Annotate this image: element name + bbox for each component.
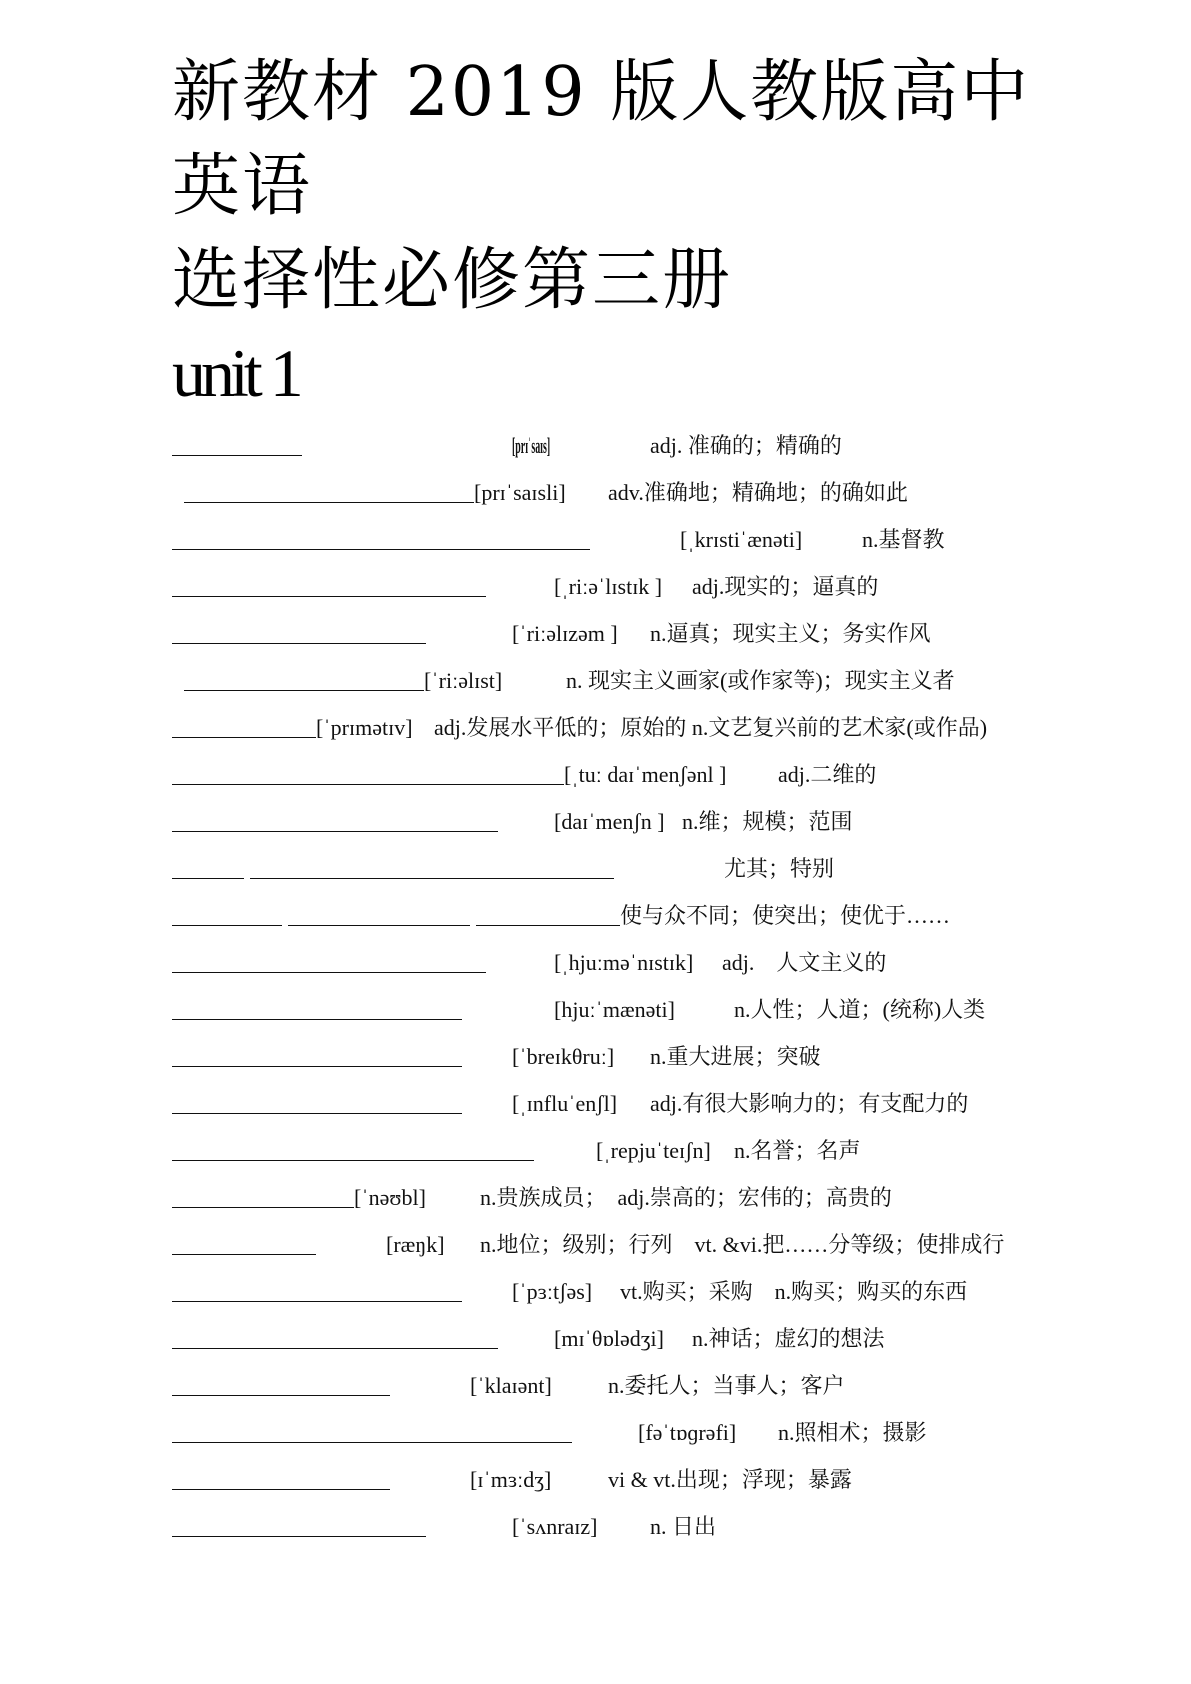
answer-blank[interactable] (172, 737, 316, 738)
answer-blank[interactable] (172, 1301, 462, 1302)
answer-blank[interactable] (172, 596, 486, 597)
phonetic: [ˌtuː daɪˈmenʃənl ] (564, 762, 727, 787)
vocab-row (0, 473, 1191, 513)
answer-blank[interactable] (172, 972, 486, 973)
answer-blank[interactable] (172, 1348, 498, 1349)
phonetic: [ɪˈmɜːdʒ] (470, 1467, 552, 1492)
meaning: n.贵族成员； adj.崇高的；宏伟的；高贵的 (480, 1185, 892, 1210)
answer-blank[interactable] (172, 1019, 462, 1020)
meaning: adv.准确地；精确地；的确如此 (608, 480, 908, 505)
answer-blank[interactable] (172, 1442, 572, 1443)
meaning: n.基督教 (862, 527, 945, 552)
meaning: 使与众不同；使突出；使优于…… (620, 903, 951, 928)
phonetic: [ˌɪnfluˈenʃl] (512, 1091, 618, 1116)
vocab-row (0, 567, 1191, 607)
answer-blank[interactable] (172, 1113, 462, 1114)
meaning: adj. 准确的；精确的 (650, 433, 842, 458)
phonetic: [ræŋk] (386, 1232, 445, 1257)
vocab-row (0, 802, 1191, 842)
meaning: vt.购买；采购 n.购买；购买的东西 (620, 1279, 968, 1304)
phonetic: [ˌriːəˈlɪstɪk ] (554, 574, 663, 599)
answer-blank[interactable] (172, 1207, 354, 1208)
phonetic: [ˈriːəlɪst] (424, 668, 503, 693)
answer-blank[interactable] (172, 1395, 390, 1396)
meaning: n.名誉；名声 (734, 1138, 861, 1163)
meaning: n.委托人；当事人；客户 (608, 1373, 845, 1398)
vocab-row (0, 943, 1191, 983)
meaning: adj.现实的；逼真的 (692, 574, 879, 599)
meaning: adj.二维的 (778, 762, 877, 787)
meaning: adj.有很大影响力的；有支配力的 (650, 1091, 969, 1116)
vocab-row (0, 1507, 1191, 1547)
meaning: n.人性；人道；(统称)人类 (734, 997, 986, 1022)
vocab-row (0, 426, 1191, 466)
vocab-row (0, 708, 1191, 748)
vocab-row (0, 520, 1191, 560)
meaning: 尤其；特别 (724, 856, 835, 881)
vocab-row (0, 1366, 1191, 1406)
phonetic: [ˈriːəlɪzəm ] (512, 621, 618, 646)
vocab-row (0, 1037, 1191, 1077)
answer-blank[interactable] (172, 643, 426, 644)
meaning: n. 现实主义画家(或作家等)；现实主义者 (566, 668, 955, 693)
vocab-row (0, 661, 1191, 701)
meaning: n.地位；级别；行列 vt. &vi.把……分等级；使排成行 (480, 1232, 1005, 1257)
answer-blank[interactable] (172, 925, 282, 926)
phonetic: [fəˈtɒɡrəfi] (638, 1420, 737, 1445)
document-title (172, 46, 1072, 420)
vocab-row (0, 1225, 1191, 1265)
meaning: vi & vt.出现；浮现；暴露 (608, 1467, 852, 1492)
vocab-row (0, 614, 1191, 654)
meaning: n.神话；虚幻的想法 (692, 1326, 885, 1351)
vocab-row (0, 1131, 1191, 1171)
meaning: n.维；规模；范围 (682, 809, 853, 834)
answer-blank[interactable] (184, 690, 424, 691)
phonetic: [ˌhjuːməˈnɪstɪk] (554, 950, 694, 975)
answer-blank[interactable] (184, 502, 474, 503)
answer-blank[interactable] (172, 1160, 534, 1161)
meaning: n.逼真；现实主义；务实作风 (650, 621, 931, 646)
phonetic: [ˈpɜːtʃəs] (512, 1279, 593, 1304)
answer-blank[interactable] (172, 1066, 462, 1067)
phonetic: [daɪˈmenʃn ] (554, 809, 665, 834)
vocab-row (0, 1460, 1191, 1500)
phonetic: [ˈsʌnraɪz] (512, 1514, 598, 1539)
answer-blank[interactable] (172, 455, 302, 456)
phonetic: [ˈklaɪənt] (470, 1373, 552, 1398)
phonetic: [ˈprɪmətɪv] (316, 715, 413, 740)
answer-blank[interactable] (172, 549, 590, 550)
answer-blank[interactable] (172, 1489, 390, 1490)
vocab-row (0, 1178, 1191, 1218)
title-line-1: 新教材 2019 版人教版高中 (172, 53, 1031, 132)
phonetic: [ˌkrɪstiˈænəti] (680, 527, 803, 552)
meaning: n.照相术；摄影 (778, 1420, 927, 1445)
answer-blank[interactable] (172, 831, 498, 832)
vocab-row (0, 849, 1191, 889)
vocab-row (0, 1084, 1191, 1124)
vocab-row (0, 1272, 1191, 1312)
phonetic: [prɪˈsaɪs] (512, 433, 551, 458)
answer-blank[interactable] (172, 878, 244, 879)
vocab-row (0, 990, 1191, 1030)
phonetic: [mɪˈθɒlədʒi] (554, 1326, 664, 1351)
meaning: n. 日出 (650, 1514, 717, 1539)
answer-blank[interactable] (172, 1536, 426, 1537)
phonetic: [prɪˈsaɪsli] (474, 480, 566, 505)
vocab-row (0, 896, 1191, 936)
vocab-row (0, 1413, 1191, 1453)
title-line-3: 选择性必修第三册 (172, 241, 733, 320)
phonetic: [ˈnəʊbl] (354, 1185, 426, 1210)
vocab-row (0, 755, 1191, 795)
vocab-row (0, 1319, 1191, 1359)
answer-blank[interactable] (288, 925, 470, 926)
title-line-2: 英语 (172, 147, 313, 226)
phonetic: [ˌrepjuˈteɪʃn] (596, 1138, 711, 1163)
answer-blank[interactable] (476, 925, 620, 926)
answer-blank[interactable] (172, 784, 564, 785)
answer-blank[interactable] (172, 1254, 316, 1255)
title-line-unit: unit 1 (172, 335, 299, 411)
phonetic: [ˈbreɪkθruː] (512, 1044, 615, 1069)
meaning: n.重大进展；突破 (650, 1044, 821, 1069)
answer-blank[interactable] (250, 878, 614, 879)
meaning: adj.发展水平低的；原始的 n.文艺复兴前的艺术家(或作品) (434, 715, 988, 740)
meaning: adj. 人文主义的 (722, 950, 887, 975)
phonetic: [hjuːˈmænəti] (554, 997, 675, 1022)
